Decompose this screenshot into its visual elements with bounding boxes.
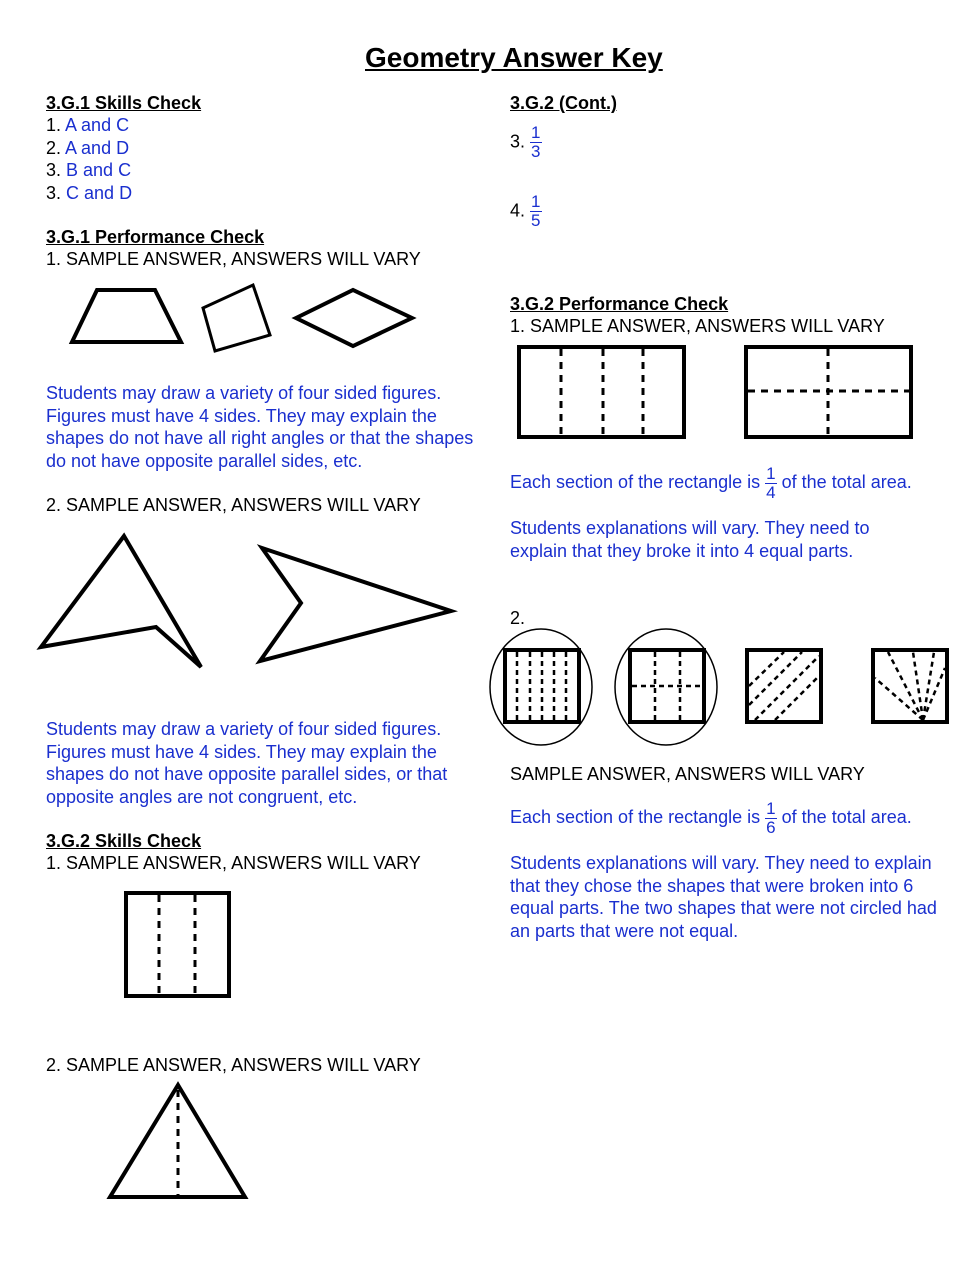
- section-heading-3g2-performance: 3.G.2 Performance Check: [510, 294, 729, 314]
- fraction-denominator: 6: [766, 817, 776, 837]
- page-title: Geometry Answer Key: [365, 42, 663, 73]
- dashed-divider: [923, 668, 945, 720]
- fraction-numerator: 1: [766, 463, 776, 483]
- answer-number: 3.: [46, 182, 62, 203]
- area-text: of the total area.: [781, 807, 912, 827]
- dashed-divider: [775, 676, 819, 720]
- dashed-divider: [888, 652, 923, 720]
- sample-answer-label: 2. SAMPLE ANSWER, ANSWERS WILL VARY: [46, 495, 421, 515]
- sample-answer-label: 2. SAMPLE ANSWER, ANSWERS WILL VARY: [46, 1055, 421, 1075]
- answer-text: C and D: [66, 182, 133, 203]
- dashed-divider: [749, 652, 784, 686]
- section-heading-3g2-cont: 3.G.2 (Cont.): [510, 93, 617, 113]
- answer-text: A and C: [65, 115, 130, 135]
- area-text: Each section of the rectangle is: [510, 472, 761, 492]
- square-outline: [505, 650, 579, 722]
- area-text: Each section of the rectangle is: [510, 807, 761, 827]
- explanation-paragraph: Students may draw a variety of four sided figures. Figures must have 4 sides. They may explain the shapes do not have all right angles or that the shapes do not have opposite parallel sides, etc.: [46, 383, 474, 471]
- area-text: of the total area.: [781, 472, 912, 492]
- fraction-numerator: 1: [531, 123, 541, 142]
- fraction-numerator: 1: [766, 798, 776, 818]
- fraction: [765, 800, 776, 837]
- dashed-divider: [875, 678, 923, 720]
- answer-number: 4.: [510, 200, 526, 221]
- area-statement: [510, 795, 912, 839]
- explanation-paragraph: Students explanations will vary. They need to explain that they broke it into 4 equal parts.: [510, 518, 870, 561]
- answer-number: 2.: [46, 137, 62, 158]
- answer-text: B and C: [66, 160, 132, 180]
- sample-answer-label: SAMPLE ANSWER, ANSWERS WILL VARY: [510, 764, 865, 784]
- answer-number: 1.: [46, 115, 62, 135]
- explanation-paragraph: Students may draw a variety of four sided figures. Figures must have 4 sides. They may explain the shapes do not have opposite parallel sides, or that opposite angles are not congruent, etc.: [46, 719, 448, 807]
- answer-number: 3.: [510, 131, 526, 152]
- item-number: 2.: [510, 608, 526, 628]
- fraction-denominator: 3: [531, 142, 541, 161]
- fraction-denominator: 4: [766, 482, 776, 502]
- section-heading-3g1-skills: 3.G.1 Skills Check: [46, 93, 202, 113]
- section-heading-3g2-skills: 3.G.2 Skills Check: [46, 831, 202, 851]
- answer-number: 3.: [46, 160, 62, 180]
- fraction-denominator: 5: [531, 211, 541, 230]
- square-outline: [873, 650, 947, 722]
- sample-answer-label: 1. SAMPLE ANSWER, ANSWERS WILL VARY: [46, 853, 421, 873]
- explanation-paragraph: Students explanations will vary. They need to explain that they chose the shapes that were broken into 6 equal parts. The two shapes that were not circled had an parts that were not equal.: [510, 853, 937, 941]
- fraction-numerator: 1: [531, 192, 541, 211]
- sample-answer-label: 1. SAMPLE ANSWER, ANSWERS WILL VARY: [46, 249, 421, 269]
- section-heading-3g1-performance: 3.G.1 Performance Check: [46, 227, 265, 247]
- answer-text: A and D: [65, 137, 130, 158]
- sample-answer-label: 1. SAMPLE ANSWER, ANSWERS WILL VARY: [510, 316, 885, 336]
